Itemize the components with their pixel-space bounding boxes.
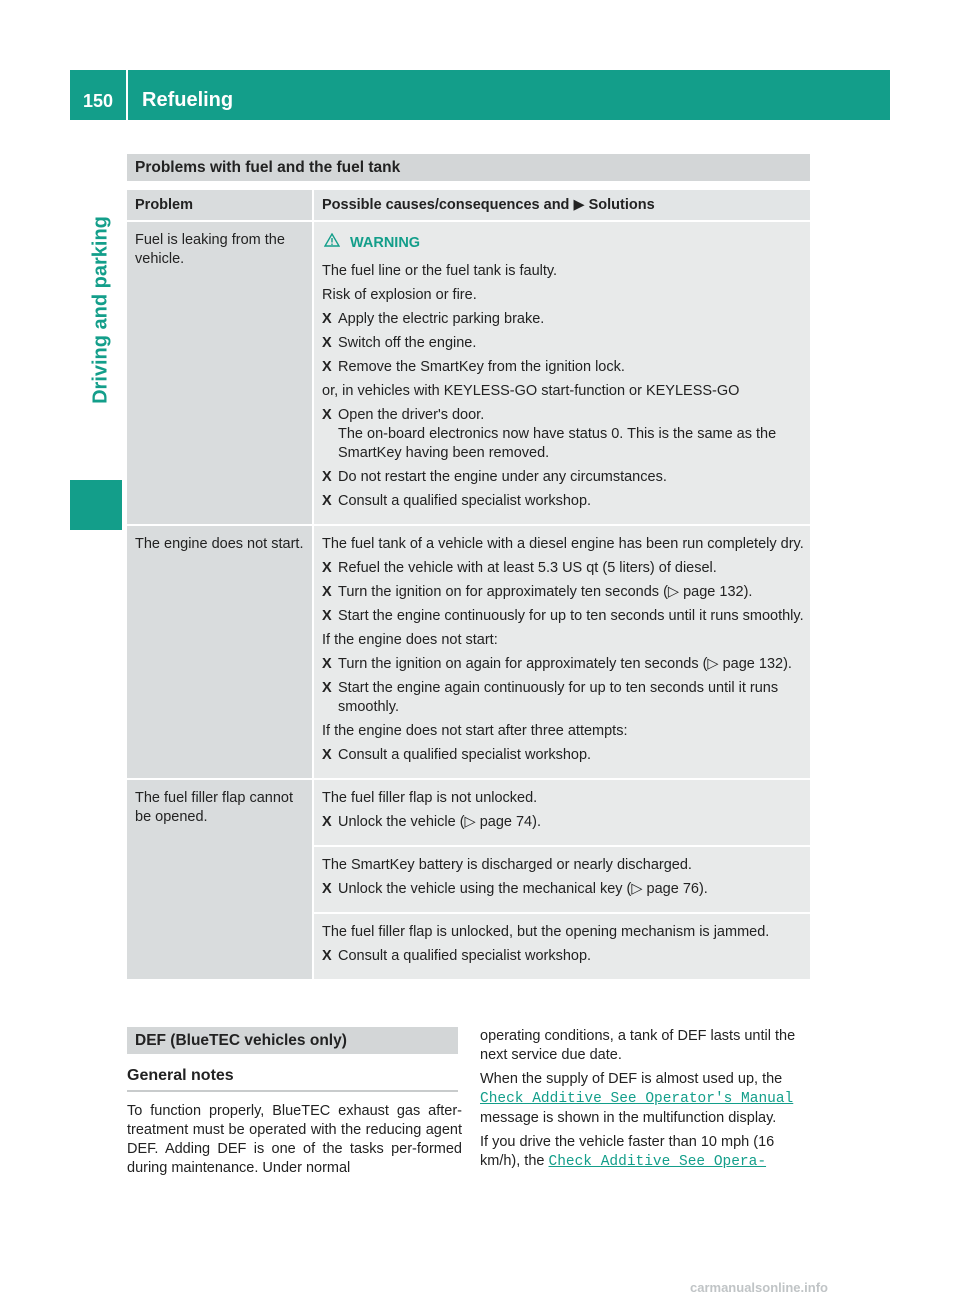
step-arrow-icon: X bbox=[322, 881, 332, 897]
table-row bbox=[127, 526, 810, 778]
text: The SmartKey battery is discharged or nearly discharged. bbox=[322, 857, 692, 873]
text: The fuel filler flap is unlocked, but the opening mechanism is jammed. bbox=[322, 924, 770, 940]
step-item: X Start the engine again continuously for up to ten seconds until it runs smoothly. bbox=[322, 680, 779, 715]
side-tab bbox=[86, 140, 116, 480]
step-arrow-icon: X bbox=[322, 680, 332, 696]
step-item: X Refuel the vehicle with at least 5.3 US qt (5 liters) of diesel. bbox=[322, 560, 717, 576]
def-section-title: DEF (BlueTEC vehicles only) bbox=[135, 1032, 347, 1049]
step-item: X Consult a qualified specialist workshop. bbox=[322, 747, 592, 763]
step-item: X Consult a qualified specialist workshop. bbox=[322, 493, 592, 509]
solution-cell bbox=[314, 780, 810, 979]
step-arrow-icon: X bbox=[322, 814, 332, 830]
text: or, in vehicles with KEYLESS-GO start-function or KEYLESS-GO bbox=[322, 383, 740, 399]
step-item: X Unlock the vehicle (▷ page 74). bbox=[322, 814, 541, 830]
def-section-heading bbox=[127, 1027, 458, 1054]
text: When the supply of DEF is almost used up, the Check Additive See Operator's Manual message is shown in the multifunction display. bbox=[480, 1071, 794, 1126]
step-arrow-icon: X bbox=[322, 335, 332, 351]
column-header-problem: Problem bbox=[127, 190, 312, 220]
step-item: X Turn the ignition on again for approximately ten seconds (▷ page 132). bbox=[322, 656, 792, 672]
step-arrow-icon: X bbox=[322, 560, 332, 576]
text: The fuel tank of a vehicle with a diesel engine has been run completely dry. bbox=[322, 536, 804, 552]
step-arrow-icon: X bbox=[322, 948, 332, 964]
warning-label: WARNING bbox=[322, 233, 804, 253]
text: If you drive the vehicle faster than 10 mph (16 km/h), the Check Additive See Opera‑ bbox=[480, 1134, 775, 1170]
display-message: Check Additive See Operator's Manual bbox=[480, 1091, 794, 1107]
step-item: X Switch off the engine. bbox=[322, 335, 477, 351]
divider bbox=[127, 1090, 458, 1092]
problems-table bbox=[127, 190, 810, 979]
step-item: X Do not restart the engine under any circumstances. bbox=[322, 469, 667, 485]
text: operating conditions, a tank of DEF lasts until the next service due date. bbox=[480, 1028, 796, 1063]
step-item: X Apply the electric parking brake. bbox=[322, 311, 545, 327]
text: Risk of explosion or fire. bbox=[322, 287, 477, 303]
section-heading bbox=[127, 154, 810, 181]
step-arrow-icon: X bbox=[322, 407, 332, 423]
step-arrow-icon: X bbox=[322, 747, 332, 763]
step-arrow-icon: X bbox=[322, 493, 332, 509]
display-message: Check Additive See Opera‑ bbox=[548, 1154, 767, 1170]
header-divider bbox=[126, 70, 128, 120]
chapter-title: Refueling bbox=[142, 89, 234, 111]
page-number: 150 bbox=[82, 91, 114, 111]
table-header bbox=[127, 190, 810, 220]
solution-block bbox=[314, 780, 810, 845]
step-arrow-icon: X bbox=[322, 359, 332, 375]
problem-cell: The fuel filler flap cannot be opened. bbox=[127, 780, 312, 979]
solution-block bbox=[314, 847, 810, 912]
general-notes-text: To function properly, BlueTEC exhaust gas after-treatment must be operated with the reducing agent DEF. Adding DEF is one of the tasks per-formed during maintenance. Under normal bbox=[127, 1103, 462, 1176]
section-title: Problems with fuel and the fuel tank bbox=[135, 159, 401, 176]
step-item: X Unlock the vehicle using the mechanical key (▷ page 76). bbox=[322, 881, 708, 897]
step-item: X Open the driver's door. The on-board electronics now have status 0. This is the same as the SmartKey having been removed. bbox=[322, 407, 777, 461]
table-row bbox=[127, 780, 810, 979]
table-row bbox=[127, 222, 810, 524]
solution-cell bbox=[314, 222, 810, 524]
step-arrow-icon: X bbox=[322, 608, 332, 624]
warning-triangle-icon bbox=[324, 233, 342, 253]
step-item: X Turn the ignition on for approximately ten seconds (▷ page 132). bbox=[322, 584, 753, 600]
text: The fuel filler flap is not unlocked. bbox=[322, 790, 538, 806]
text: If the engine does not start after three attempts: bbox=[322, 723, 628, 739]
solution-block bbox=[314, 222, 810, 524]
watermark: carmanualsonline.info bbox=[690, 1280, 828, 1295]
column-header-solutions: Possible causes/consequences and ▶ Solutions bbox=[314, 190, 810, 220]
step-item: X Start the engine continuously for up to ten seconds until it runs smoothly. bbox=[322, 608, 804, 624]
problem-cell: Fuel is leaking from the vehicle. bbox=[127, 222, 312, 524]
text: The fuel line or the fuel tank is faulty. bbox=[322, 263, 558, 279]
solution-block bbox=[314, 526, 810, 778]
step-arrow-icon: X bbox=[322, 469, 332, 485]
side-tab-label: Driving and parking bbox=[89, 216, 112, 404]
text: If the engine does not start: bbox=[322, 632, 498, 648]
step-arrow-icon: X bbox=[322, 656, 332, 672]
solution-block bbox=[314, 914, 810, 979]
step-arrow-icon: X bbox=[322, 584, 332, 600]
step-item: X Consult a qualified specialist workshop. bbox=[322, 948, 592, 964]
def-right-column bbox=[480, 1027, 810, 1177]
solution-cell bbox=[314, 526, 810, 778]
problem-cell: The engine does not start. bbox=[127, 526, 312, 778]
side-tab-block bbox=[70, 480, 122, 530]
step-arrow-icon: X bbox=[322, 311, 332, 327]
step-item: X Remove the SmartKey from the ignition lock. bbox=[322, 359, 625, 375]
general-notes-title: General notes bbox=[127, 1067, 234, 1084]
